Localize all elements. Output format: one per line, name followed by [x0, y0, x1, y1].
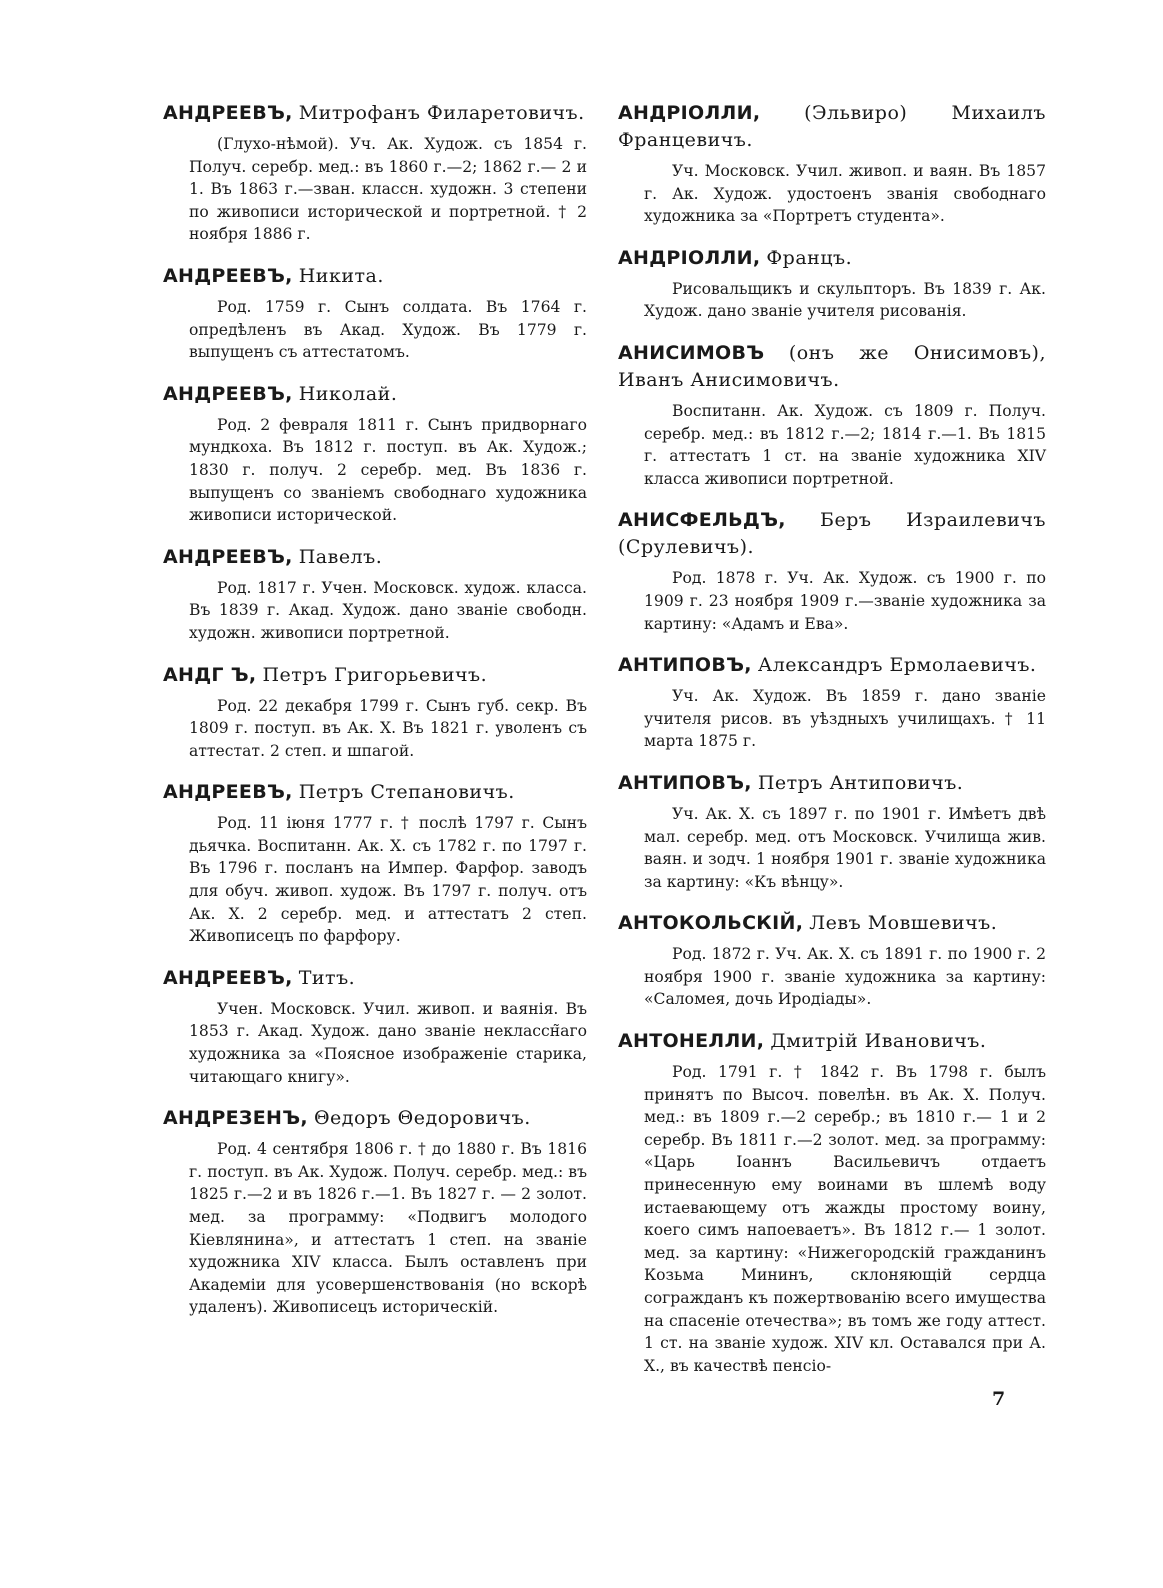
entry-surname: АНДРІОЛЛИ, — [618, 246, 761, 269]
entry-surname: АНТОКОЛЬСКІЙ, — [618, 912, 804, 935]
biography-entry — [618, 1028, 1046, 1377]
entry-text: Род. 1817 г. Учен. Московск. худож. класса. Въ 1839 г. Акад. Худож. дано званіе свободн. художн. живописи портретной. — [189, 578, 587, 642]
biography-entry — [163, 779, 587, 948]
biography-entry — [618, 652, 1046, 753]
entry-given-name: Петръ Антиповичъ. — [757, 771, 964, 794]
entry-heading — [163, 1105, 587, 1132]
entry-heading — [618, 910, 1046, 937]
entry-surname: АНДРЕЕВЪ, — [163, 781, 293, 804]
biography-entry — [163, 1105, 587, 1319]
entry-given-name: Петръ Григорьевичъ. — [262, 663, 488, 686]
biography-entry — [163, 100, 587, 246]
biography-entry — [163, 544, 587, 645]
entry-surname: АНДРЕЕВЪ, — [163, 545, 293, 568]
entry-text: Уч. Ак. Худож. Въ 1859 г. дано званіе учителя рисов. въ уѣздныхъ училищахъ. † 11 марта 1875 г. — [644, 687, 1046, 751]
biography-entry — [163, 381, 587, 527]
entry-text: Воспитанн. Ак. Худож. съ 1809 г. Получ. серебр. мед.: въ 1812 г.—2; 1814 г.—1. Въ 1815 г. аттестатъ 1 ст. на званіе художника XIV класса живописи портретной. — [644, 401, 1046, 488]
entry-heading — [163, 263, 587, 290]
entry-text: Род. 4 сентября 1806 г. † до 1880 г. Въ 1816 г. поступ. въ Ак. Худож. Получ. серебр. мед.: въ 1825 г.—2 и въ 1826 г.—1. Въ 1827 г. — 2 золот. мед. за программу: «Подвигъ молодого Кіевлянина», и аттестатъ 1 степ. на званіе художника XIV класса. Былъ оставленъ при Академіи для усовершенствованія (но вскорѣ удаленъ). Живописецъ историческій. — [189, 1140, 587, 1317]
biography-entry — [618, 340, 1046, 490]
biography-entry — [163, 965, 587, 1088]
entry-heading — [163, 965, 587, 992]
entry-given-name: Дмитрій Ивановичъ. — [770, 1030, 987, 1053]
entry-given-name: Левъ Мовшевичъ. — [809, 912, 998, 935]
entry-heading — [163, 662, 587, 689]
entry-heading — [618, 100, 1046, 154]
entry-surname: АНДРЕЕВЪ, — [163, 382, 293, 405]
biography-entry — [618, 245, 1046, 323]
entry-surname: АНТИПОВЪ, — [618, 771, 752, 794]
entry-text: Уч. Московск. Учил. живоп. и ваян. Въ 1857 г. Ак. Худож. удостоенъ званія свободнаго художника за «Портретъ студента». — [644, 162, 1046, 226]
entry-surname: АНДРЕЗЕНЪ, — [163, 1107, 308, 1130]
biography-entry — [618, 507, 1046, 635]
entry-text: Учен. Московск. Учил. живоп. и ваянія. Въ 1853 г. Акад. Худож. дано званіе неклассн̃аго художника за «Поясное изображеніе старика, читающаго книгу». — [189, 999, 587, 1086]
entry-text: Рисовальщикъ и скульпторъ. Въ 1839 г. Ак. Худож. дано званіе учителя рисованія. — [644, 279, 1046, 321]
biography-entry — [163, 263, 587, 364]
biography-entry — [618, 910, 1046, 1011]
left-column — [163, 100, 587, 1336]
entry-surname: АНДРЕЕВЪ, — [163, 264, 293, 287]
entry-given-name: (Эльвиро) Михаилъ Францевичъ. — [618, 102, 1047, 151]
entry-heading — [163, 544, 587, 571]
entry-heading — [163, 779, 587, 806]
entry-text: (Глухо-нѣмой). Уч. Ак. Худож. съ 1854 г. Получ. серебр. мед.: въ 1860 г.—2; 1862 г.— 2 и 1. Въ 1863 г.—зван. классн. художн. 3 степени по живописи исторической и портретной. † 2 ноября 1886 г. — [189, 135, 587, 244]
entry-surname: АНДРЕЕВЪ, — [163, 102, 293, 124]
entry-heading — [618, 652, 1046, 679]
entry-heading — [163, 381, 587, 408]
entry-surname: АНДРЕЕВЪ, — [163, 966, 293, 989]
entry-text: Род. 1878 г. Уч. Ак. Худож. съ 1900 г. по 1909 г. 23 ноября 1909 г.—званіе художника за картину: «Адамъ и Ева». — [644, 569, 1046, 633]
entry-given-name: Францъ. — [766, 246, 853, 269]
entry-given-name: Θедоръ Θедоровичъ. — [313, 1107, 531, 1130]
entry-heading — [618, 770, 1046, 797]
entry-heading — [618, 1028, 1046, 1055]
entry-given-name: Петръ Степановичъ. — [298, 781, 515, 804]
entry-heading — [618, 340, 1046, 394]
entry-given-name: Никита. — [298, 264, 384, 287]
entry-surname: АНДРІОЛЛИ, — [618, 102, 761, 124]
entry-text: Род. 11 іюня 1777 г. † послѣ 1797 г. Сынъ дьячка. Воспитанн. Ак. Х. съ 1782 г. по 1797 г. Въ 1796 г. посланъ на Импер. Фарфор. заводъ для обуч. живоп. худож. Въ 1797 г. получ. отъ Ак. Х. 2 серебр. мед. и аттестатъ 2 степ. Живописецъ по фарфору. — [189, 814, 587, 946]
entry-given-name: (онъ же Онисимовъ), Иванъ Анисимовичъ. — [618, 341, 1046, 391]
biography-entry — [618, 770, 1046, 893]
entry-text: Род. 1791 г. † 1842 г. Въ 1798 г. былъ принятъ по Высоч. повелѣн. въ Ак. Х. Получ. мед.: въ 1809 г.—2 серебр.; въ 1810 г.— 1 и 2 серебр. Въ 1811 г.—2 золот. мед. за программу: «Царь Іоаннъ Васильевичъ отдаетъ принесенную ему воинами въ шлемѣ воду истаевающему отъ жажды простому воину, коего симъ напоеваетъ». Въ 1812 г.— 1 золот. мед. за картину: «Нижегородскій гражданинъ Козьма Мининъ, склоняющій сердца согражданъ къ пожертвованію всего имущества на спасеніе отечества»; въ томъ же году аттест. 1 ст. на званіе худож. XIV кл. Оставался при А. Х., въ качествѣ пенсіо- — [644, 1063, 1046, 1375]
entry-surname: АНТОНЕЛЛИ, — [618, 1030, 765, 1053]
entry-given-name: Беръ Израилевичъ (Срулевичъ). — [618, 509, 1046, 559]
entry-heading — [163, 100, 587, 127]
entry-surname: АНИСФЕЛЬДЪ, — [618, 509, 786, 532]
entry-text: Уч. Ак. Х. съ 1897 г. по 1901 г. Имѣетъ двѣ мал. серебр. мед. отъ Московск. Училища жив. ваян. и зодч. 1 ноября 1901 г. званіе художника за картину: «Къ вѣнцу». — [644, 804, 1046, 891]
entry-surname: АНДГ Ъ, — [163, 663, 257, 686]
page-number: 7 — [992, 1388, 1006, 1410]
entry-given-name: Николай. — [298, 382, 398, 405]
entry-surname: АНТИПОВЪ, — [618, 654, 752, 677]
entry-text: Род. 2 февраля 1811 г. Сынъ придворнаго мундкоха. Въ 1812 г. поступ. въ Ак. Худож.; 1830 г. получ. 2 серебр. мед. Въ 1836 г. выпущенъ со званіемъ свободнаго художника живописи исторической. — [189, 415, 587, 525]
biography-entry — [163, 662, 587, 763]
entry-text: Род. 1872 г. Уч. Ак. Х. съ 1891 г. по 1900 г. 2 ноября 1900 г. званіе художника за картину: «Саломея, дочь Иродіады». — [644, 945, 1046, 1009]
entry-text: Род. 1759 г. Сынъ солдата. Въ 1764 г. опредѣленъ въ Акад. Худож. Въ 1779 г. выпущенъ съ аттестатомъ. — [189, 297, 587, 362]
biography-entry — [618, 100, 1046, 228]
entry-given-name: Митрофанъ Филаретовичъ. — [298, 102, 585, 124]
entry-given-name: Павелъ. — [298, 545, 383, 568]
entry-heading — [618, 245, 1046, 272]
entry-given-name: Титъ. — [298, 966, 356, 989]
right-column — [618, 100, 1046, 1394]
entry-given-name: Александръ Ермолаевичъ. — [757, 654, 1037, 677]
entry-text: Род. 22 декабря 1799 г. Сынъ губ. секр. Въ 1809 г. поступ. въ Ак. Х. Въ 1821 г. уволенъ съ аттестат. 2 степ. и шпагой. — [189, 696, 587, 760]
entry-heading — [618, 507, 1046, 561]
entry-surname: АНИСИМОВЪ — [618, 341, 765, 364]
